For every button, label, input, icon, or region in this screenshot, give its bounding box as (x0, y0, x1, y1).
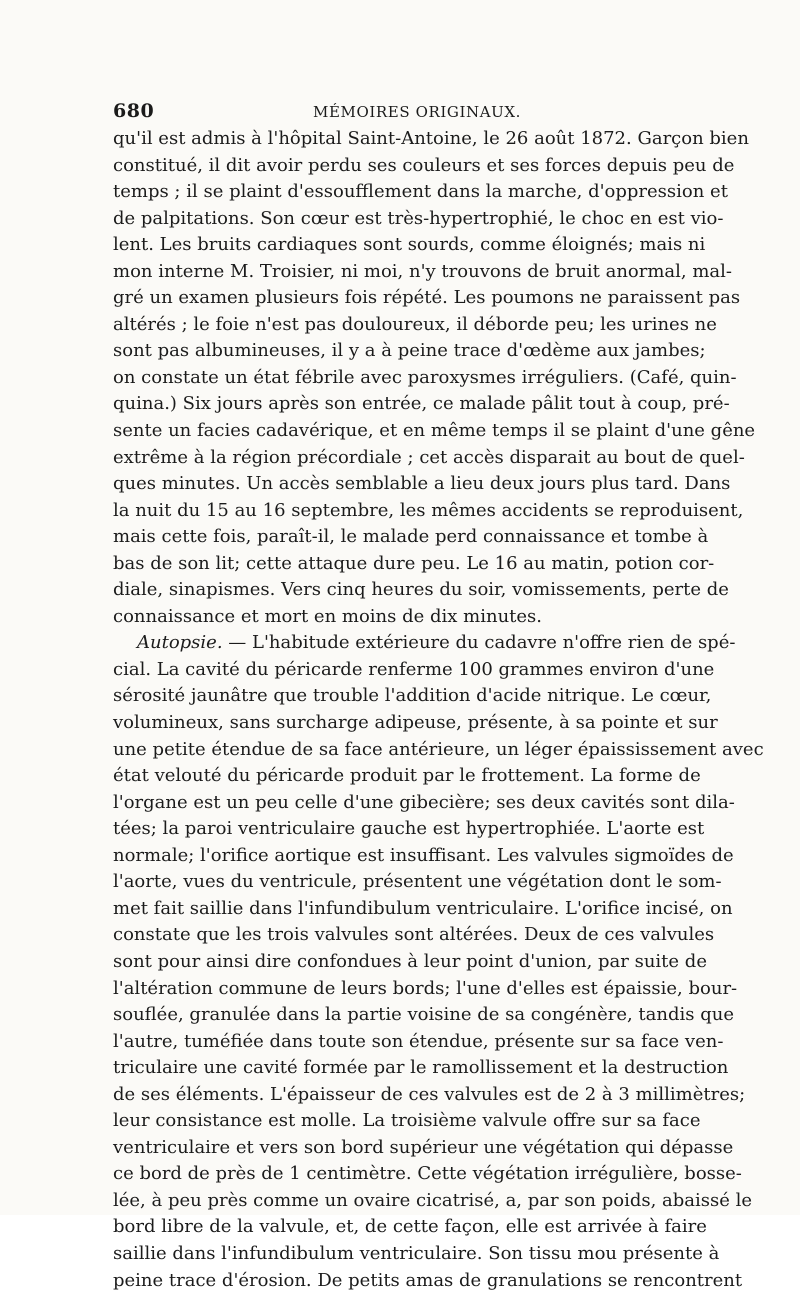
text-line: lent. Les bruits cardiaques sont sourds, comme éloignés; mais ni (113, 234, 706, 256)
text-line: diale, sinapismes. Vers cinq heures du soir, vomissements, perte de (113, 579, 729, 601)
text-line: met fait saillie dans l'infundibulum ventriculaire. L'orifice incisé, on (113, 897, 733, 919)
text-line: leur consistance est molle. La troisième valvule offre sur sa face (113, 1110, 701, 1132)
text-line: sérosité jaunâtre que trouble l'addition d'acide nitrique. Le cœur, (113, 685, 712, 707)
text-line: l'organe est un peu celle d'une gibecière; ses deux cavités sont dila- (113, 791, 735, 813)
text-line: lée, à peu près comme un ovaire cicatrisé, a, par son poids, abaissé le (113, 1189, 753, 1211)
text-line: gré un examen plusieurs fois répété. Les poumons ne paraissent pas (113, 287, 741, 309)
text-line: extrême à la région précordiale ; cet accès disparait au bout de quel- (113, 446, 745, 468)
autopsie-paragraph-start (113, 630, 736, 657)
text-line: l'autre, tuméfiée dans toute son étendue, présente sur sa face ven- (113, 1030, 724, 1052)
text-line: volumineux, sans surcharge adipeuse, présente, à sa pointe et sur (113, 712, 718, 734)
text-line: l'aorte, vues du ventricule, présentent une végétation dont le som- (113, 871, 722, 893)
text-line: cial. La cavité du péricarde renferme 100 grammes environ d'une (113, 658, 715, 680)
text-line: quina.) Six jours après son entrée, ce malade pâlit tout à coup, pré- (113, 393, 730, 415)
running-head: MÉMOIRES ORIGINAUX. (313, 103, 522, 121)
text-line: tées; la paroi ventriculaire gauche est hypertrophiée. L'aorte est (113, 818, 705, 840)
text-line: peine trace d'érosion. De petits amas de granulations se rencontrent (113, 1269, 743, 1291)
text-line: — L'habitude extérieure du cadavre n'offre rien de spé- (228, 632, 736, 654)
text-line: ventriculaire et vers son bord supérieur une végétation qui dépasse (113, 1136, 734, 1158)
text-line: constitué, il dit avoir perdu ses couleurs et ses forces depuis peu de (113, 154, 735, 176)
text-line: ques minutes. Un accès semblable a lieu deux jours plus tard. Dans (113, 473, 731, 495)
text-line: qu'il est admis à l'hôpital Saint-Antoine, le 26 août 1872. Garçon bien (113, 128, 749, 149)
text-line: mon interne M. Troisier, ni moi, n'y trouvons de bruit anormal, mal- (113, 260, 732, 282)
text-line: ce bord de près de 1 centimètre. Cette végétation irrégulière, bosse- (113, 1163, 742, 1185)
text-line: on constate un état fébrile avec paroxysmes irréguliers. (Café, quin- (113, 366, 737, 388)
body-text (113, 126, 764, 1294)
text-line: triculaire une cavité formée par le ramollissement et la destruction (113, 1057, 729, 1079)
autopsie-label: Autopsie. (137, 632, 223, 654)
text-line: temps ; il se plaint d'essoufflement dans la marche, d'oppression et (113, 181, 728, 203)
text-line: constate que les trois valvules sont altérées. Deux de ces valvules (113, 924, 715, 946)
text-line: l'altération commune de leurs bords; l'une d'elles est épaissie, bour- (113, 977, 738, 999)
text-line: de palpitations. Son cœur est très-hypertrophié, le choc en est vio- (113, 207, 724, 229)
text-line: sont pour ainsi dire confondues à leur point d'union, par suite de (113, 950, 707, 972)
text-line: normale; l'orifice aortique est insuffisant. Les valvules sigmoïdes de (113, 844, 734, 866)
text-line: une petite étendue de sa face antérieure, un léger épaississement avec (113, 738, 764, 760)
text-line: mais cette fois, paraît-il, le malade perd connaissance et tombe à (113, 526, 709, 548)
text-line: de ses éléments. L'épaisseur de ces valvules est de 2 à 3 millimètres; (113, 1083, 746, 1105)
text-line: état velouté du péricarde produit par le frottement. La forme de (113, 765, 701, 787)
text-line: la nuit du 15 au 16 septembre, les mêmes accidents se reproduisent, (113, 499, 744, 521)
text-line: sont pas albumineuses, il y a à peine trace d'œdème aux jambes; (113, 340, 706, 362)
page-number: 680 (113, 100, 155, 122)
page-header (113, 100, 685, 126)
text-line: bas de son lit; cette attaque dure peu. Le 16 au matin, potion cor- (113, 552, 715, 574)
text-line: connaissance et mort en moins de dix minutes. (113, 605, 543, 627)
text-line: altérés ; le foie n'est pas douloureux, il déborde peu; les urines ne (113, 313, 717, 335)
text-line: bord libre de la valvule, et, de cette façon, elle est arrivée à faire (113, 1216, 707, 1238)
text-line: sente un facies cadavérique, et en même temps il se plaint d'une gêne (113, 420, 756, 442)
text-line: saillie dans l'infundibulum ventriculaire. Son tissu mou présente à (113, 1242, 720, 1264)
text-line: souflée, granulée dans la partie voisine de sa congénère, tandis que (113, 1004, 734, 1026)
